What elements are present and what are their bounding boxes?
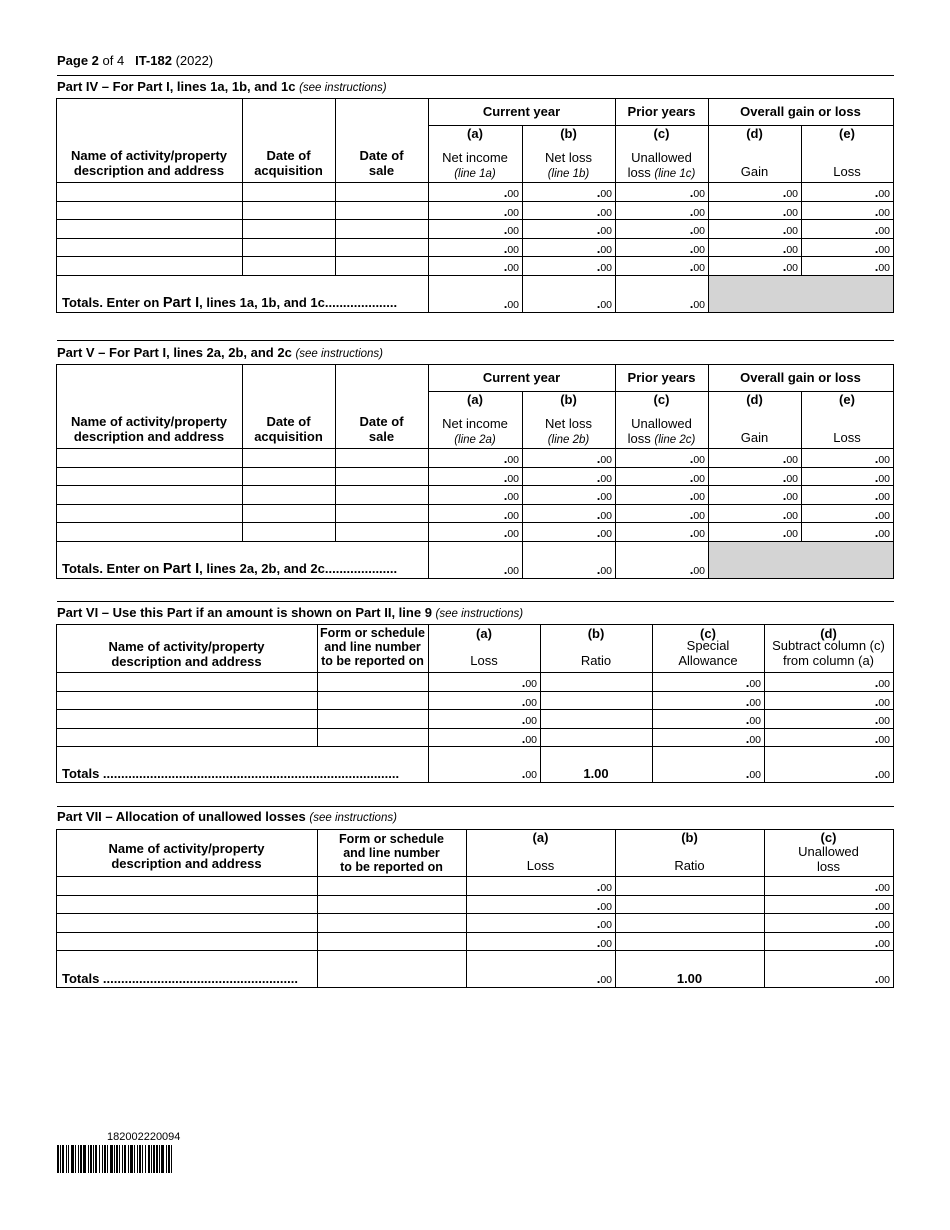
gain-header: Gain <box>740 430 769 445</box>
amount-field[interactable]: .00 <box>782 507 798 522</box>
amount-field[interactable]: .00 <box>503 507 519 522</box>
grid-line <box>540 624 541 783</box>
amount-field[interactable]: .00 <box>503 241 519 256</box>
amount-field[interactable]: .00 <box>745 675 761 690</box>
net-income-header: Net income (line 2a) <box>442 416 508 446</box>
amount-field[interactable]: .00 <box>596 971 612 986</box>
ratio-header: Ratio <box>580 653 612 668</box>
barcode-image <box>57 1145 239 1173</box>
amount-field[interactable]: .00 <box>874 204 890 219</box>
amount-field[interactable]: .00 <box>503 296 519 311</box>
col-b-header: (b) <box>560 392 577 407</box>
date-sale-header: Date of sale <box>359 148 404 178</box>
amount-field[interactable]: .00 <box>503 562 519 577</box>
totals-label: Totals .................................................................................. <box>62 766 400 781</box>
col-a-header: (a) <box>476 626 492 641</box>
amount-field[interactable]: .00 <box>503 525 519 540</box>
grid-line <box>56 201 894 202</box>
amount-field[interactable]: .00 <box>782 470 798 485</box>
grid-line <box>56 182 894 183</box>
col-e-header: (e) <box>839 392 855 407</box>
amount-field[interactable]: .00 <box>782 222 798 237</box>
rule <box>57 340 894 341</box>
amount-field[interactable]: .00 <box>596 222 612 237</box>
loss-header: Loss <box>470 653 498 668</box>
col-e-header: (e) <box>839 126 855 141</box>
special-allowance-header: Special Allowance <box>678 638 738 668</box>
net-loss-header: Net loss (line 2b) <box>545 416 592 446</box>
grid-line <box>56 987 894 988</box>
amount-field[interactable]: .00 <box>596 488 612 503</box>
grid-line <box>56 238 894 239</box>
col-c-header: (c) <box>653 126 670 141</box>
prior-years-header: Prior years <box>627 104 696 119</box>
subtract-header: Subtract column (c) from column (a) <box>772 638 885 668</box>
amount-field[interactable]: .00 <box>874 675 890 690</box>
current-year-header: Current year <box>482 104 561 119</box>
grid-line <box>56 364 894 365</box>
col-c-header: (c) <box>700 626 716 641</box>
amount-field[interactable]: .00 <box>782 525 798 540</box>
grid-line <box>56 895 894 896</box>
col-b-header: (b) <box>587 626 605 641</box>
amount-field[interactable]: .00 <box>782 259 798 274</box>
unallowed-header: Unallowed loss (line 2c) <box>627 416 696 446</box>
amount-field[interactable]: .00 <box>745 694 761 709</box>
grid-line <box>56 98 57 313</box>
amount-field[interactable]: .00 <box>689 222 705 237</box>
amount-field[interactable]: .00 <box>874 712 890 727</box>
ratio-total: 1.00 <box>583 766 609 781</box>
date-acquisition-header: Date of acquisition <box>254 414 323 444</box>
overall-header: Overall gain or loss <box>740 370 861 385</box>
amount-field[interactable]: .00 <box>745 731 761 746</box>
col-b-header: (b) <box>681 830 698 845</box>
name-column-header: Name of activity/property description and address <box>70 148 228 178</box>
date-sale-header: Date of sale <box>359 414 404 444</box>
amount-field[interactable]: .00 <box>596 562 612 577</box>
grid-line <box>56 448 894 449</box>
amount-field[interactable]: .00 <box>689 296 705 311</box>
amount-field[interactable]: .00 <box>874 241 890 256</box>
col-b-header: (b) <box>560 126 577 141</box>
part4-title: Part IV – For Part I, lines 1a, 1b, and 1c (see instructions) <box>57 79 387 94</box>
name-column-header: Name of activity/property description and address <box>70 414 228 444</box>
col-c-header: (c) <box>653 392 670 407</box>
amount-field[interactable]: .00 <box>596 879 612 894</box>
net-income-header: Net income (line 1a) <box>442 150 508 180</box>
amount-field[interactable]: .00 <box>874 766 890 781</box>
name-column-header: Name of activity/property description and address <box>108 841 265 871</box>
grid-line <box>56 504 894 505</box>
amount-field[interactable]: .00 <box>689 488 705 503</box>
amount-field[interactable]: .00 <box>503 259 519 274</box>
amount-field[interactable]: .00 <box>596 507 612 522</box>
amount-field[interactable]: .00 <box>596 898 612 913</box>
grid-line <box>893 98 894 313</box>
col-d-header: (d) <box>820 626 837 641</box>
col-c-header: (c) <box>820 830 837 845</box>
amount-field[interactable]: .00 <box>503 451 519 466</box>
gain-header: Gain <box>740 164 769 179</box>
barcode-number: 182002220094 <box>107 1131 181 1143</box>
unallowed-loss-header: Unallowed loss <box>798 844 859 874</box>
amount-field[interactable]: .00 <box>782 204 798 219</box>
amount-field[interactable]: .00 <box>689 507 705 522</box>
col-a-header: (a) <box>532 830 549 845</box>
amount-field[interactable]: .00 <box>874 488 890 503</box>
amount-field[interactable]: .00 <box>503 204 519 219</box>
amount-field[interactable]: .00 <box>874 525 890 540</box>
amount-field[interactable]: .00 <box>521 675 537 690</box>
unallowed-header: Unallowed loss (line 1c) <box>627 150 696 180</box>
amount-field[interactable]: .00 <box>596 916 612 931</box>
amount-field[interactable]: .00 <box>782 451 798 466</box>
amount-field[interactable]: .00 <box>782 185 798 200</box>
amount-field[interactable]: .00 <box>521 694 537 709</box>
part6-title: Part VI – Use this Part if an amount is shown on Part II, line 9 (see instructions) <box>57 605 524 620</box>
totals-label: Totals. Enter on Part I, lines 2a, 2b, and 2c.................... <box>62 561 398 577</box>
amount-field[interactable]: .00 <box>521 712 537 727</box>
grid-line <box>893 364 894 579</box>
shaded-cell <box>709 542 893 578</box>
grid-line <box>335 364 336 542</box>
grid-line <box>615 829 616 988</box>
amount-field[interactable]: .00 <box>874 731 890 746</box>
rule <box>57 75 894 76</box>
name-column-header: Name of activity/property description and address <box>108 639 265 669</box>
amount-field[interactable]: .00 <box>874 185 890 200</box>
part5-title: Part V – For Part I, lines 2a, 2b, and 2c (see instructions) <box>57 345 383 360</box>
grid-line <box>56 364 57 579</box>
amount-field[interactable]: .00 <box>596 204 612 219</box>
col-d-header: (d) <box>746 126 763 141</box>
current-year-header: Current year <box>482 370 561 385</box>
part7-title: Part VII – Allocation of unallowed losses (see instructions) <box>57 809 397 824</box>
amount-field[interactable]: .00 <box>596 259 612 274</box>
col-a-header: (a) <box>467 392 483 407</box>
grid-line <box>56 312 894 313</box>
amount-field[interactable]: .00 <box>689 185 705 200</box>
ratio-header: Ratio <box>674 858 705 873</box>
amount-field[interactable]: .00 <box>689 241 705 256</box>
amount-field[interactable]: .00 <box>874 451 890 466</box>
amount-field[interactable]: .00 <box>874 259 890 274</box>
amount-field[interactable]: .00 <box>596 451 612 466</box>
grid-line <box>56 672 894 673</box>
amount-field[interactable]: .00 <box>596 525 612 540</box>
amount-field[interactable]: .00 <box>874 879 890 894</box>
amount-field[interactable]: .00 <box>596 935 612 950</box>
shaded-cell <box>709 276 893 312</box>
amount-field[interactable]: .00 <box>689 562 705 577</box>
prior-years-header: Prior years <box>627 370 696 385</box>
grid-line <box>56 876 894 877</box>
grid-line <box>56 728 894 729</box>
amount-field[interactable]: .00 <box>596 185 612 200</box>
grid-line <box>242 364 243 542</box>
amount-field[interactable]: .00 <box>503 185 519 200</box>
grid-line <box>56 467 894 468</box>
date-acquisition-header: Date of acquisition <box>254 148 323 178</box>
form-schedule-header: Form or schedule and line number to be reported on <box>339 832 444 874</box>
amount-field[interactable]: .00 <box>503 222 519 237</box>
grid-line <box>335 98 336 276</box>
amount-field[interactable]: .00 <box>874 694 890 709</box>
rule <box>57 806 894 807</box>
page-header: Page 2 of 4 IT-182 (2022) <box>57 53 214 68</box>
amount-field[interactable]: .00 <box>782 488 798 503</box>
grid-line <box>56 624 894 625</box>
loss-header: Loss <box>833 430 861 445</box>
totals-label: Totals ...................................................... <box>62 971 298 986</box>
amount-field[interactable]: .00 <box>596 296 612 311</box>
amount-field[interactable]: .00 <box>689 470 705 485</box>
amount-field[interactable]: .00 <box>782 241 798 256</box>
rule <box>57 601 894 602</box>
amount-field[interactable]: .00 <box>874 222 890 237</box>
net-loss-header: Net loss (line 1b) <box>545 150 592 180</box>
grid-line <box>56 578 894 579</box>
amount-field[interactable]: .00 <box>596 241 612 256</box>
amount-field[interactable]: .00 <box>874 507 890 522</box>
grid-line <box>893 829 894 988</box>
amount-field[interactable]: .00 <box>689 451 705 466</box>
amount-field[interactable]: .00 <box>689 259 705 274</box>
loss-header: Loss <box>526 858 555 873</box>
grid-line <box>56 782 894 783</box>
overall-header: Overall gain or loss <box>740 104 861 119</box>
col-d-header: (d) <box>746 392 763 407</box>
totals-label: Totals. Enter on Part I, lines 1a, 1b, and 1c.................... <box>62 295 398 311</box>
form-schedule-header: Form or schedule and line number to be reported on <box>320 626 425 668</box>
col-a-header: (a) <box>467 126 483 141</box>
amount-field[interactable]: .00 <box>503 470 519 485</box>
grid-line <box>893 624 894 783</box>
amount-field[interactable]: .00 <box>874 898 890 913</box>
amount-field[interactable]: .00 <box>689 525 705 540</box>
ratio-total: 1.00 <box>676 971 703 986</box>
amount-field[interactable]: .00 <box>689 204 705 219</box>
grid-line <box>242 98 243 276</box>
grid-line <box>56 98 894 99</box>
grid-line <box>56 691 894 692</box>
loss-header: Loss <box>833 164 861 179</box>
grid-line <box>56 932 894 933</box>
amount-field[interactable]: .00 <box>745 766 761 781</box>
amount-field[interactable]: .00 <box>874 971 890 986</box>
amount-field[interactable]: .00 <box>521 766 537 781</box>
amount-field[interactable]: .00 <box>874 935 890 950</box>
amount-field[interactable]: .00 <box>596 470 612 485</box>
amount-field[interactable]: .00 <box>874 916 890 931</box>
amount-field[interactable]: .00 <box>503 488 519 503</box>
amount-field[interactable]: .00 <box>874 470 890 485</box>
amount-field[interactable]: .00 <box>745 712 761 727</box>
amount-field[interactable]: .00 <box>521 731 537 746</box>
